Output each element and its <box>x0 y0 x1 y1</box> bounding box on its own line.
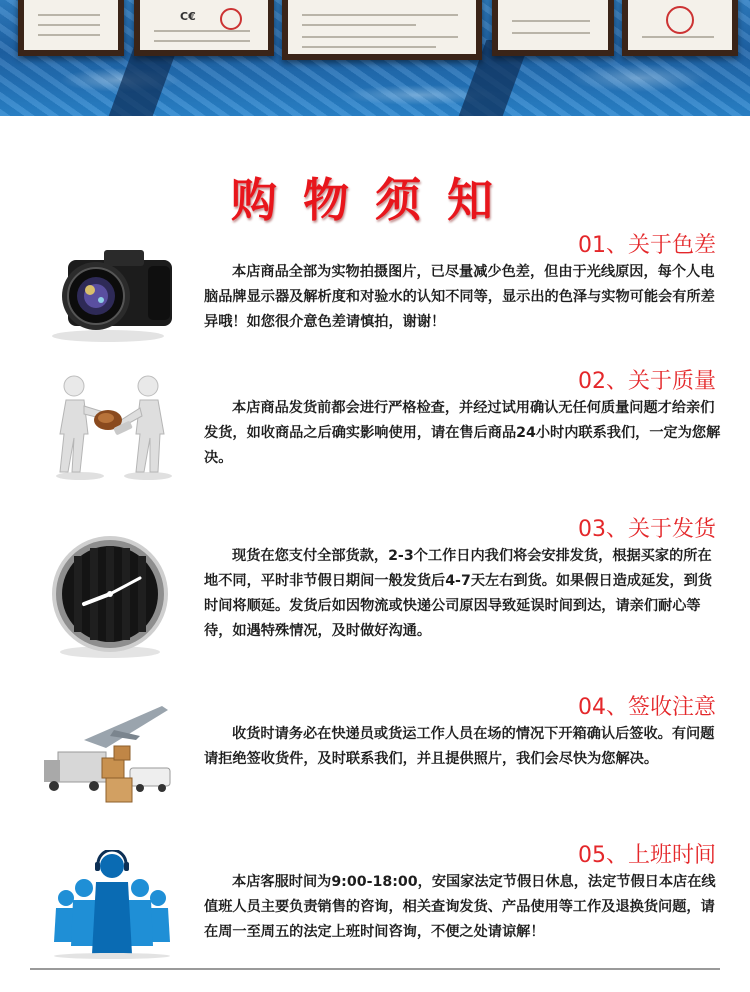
section-heading: 03、关于发货 <box>578 517 716 542</box>
section-quality <box>0 364 750 494</box>
certificate-frame <box>282 0 482 60</box>
section-text: 本店客服时间为9:00-18:00，安国家法定节假日休息，法定节假日本店在线值班人员主要负责销售的咨询，相关查询发货、产品使用等工作及退换货问题，请在周一至周五的法定上班时间咨询，不便之处请谅解！ <box>204 874 716 940</box>
section-text: 现货在您支付全部货款，2-3个工作日内我们将会安排发货，根据买家的所在地不同，平时非节假日期间一般发货后4-7天左右到货。如果假日造成延发，到货时间将顺延。发货后如因物流或快递公司原因导致延误时间到达，请亲们耐心等待，如遇特殊情况，及时做好沟通。 <box>204 548 713 639</box>
page-title: 购物须知 <box>231 173 519 227</box>
section-color-difference <box>0 228 750 348</box>
section-shipping <box>0 512 750 672</box>
certificate-frame <box>134 0 274 56</box>
section-heading: 04、签收注意 <box>578 695 716 720</box>
section-text: 本店商品全部为实物拍摄图片，已尽量减少色差，但由于光线原因，每个人电脑品牌显示器及解析度和对验水的认知不同等，显示出的色泽与实物可能会有所差异哦！如您很介意色差请慎拍，谢谢！ <box>204 264 715 330</box>
section-heading: 01、关于色差 <box>578 233 716 258</box>
ce-mark-icon: C€ <box>180 10 196 23</box>
bottom-divider <box>30 968 720 970</box>
camera-icon <box>44 236 180 346</box>
section-text: 收货时请务必在快递员或货运工作人员在场的情况下开箱确认后签收。有问题请拒绝签收货件，及时联系我们，并且提供照片，我们会尽快为您解决。 <box>204 726 715 767</box>
clock-icon <box>44 530 180 660</box>
seal-icon <box>666 6 694 34</box>
section-receiving <box>0 690 750 820</box>
section-text: 本店商品发货前都会进行严格检查，并经过试用确认无任何质量问题才给亲们发货，如收商品之后确实影响使用，请在售后商品24小时内联系我们，一定为您解决。 <box>204 400 721 466</box>
certificate-frame <box>492 0 614 56</box>
customer-service-team-icon <box>44 850 180 960</box>
certificate-frame <box>18 0 124 56</box>
section-heading: 05、上班时间 <box>578 843 716 868</box>
section-working-hours <box>0 838 750 966</box>
handover-figures-icon <box>44 372 180 482</box>
certificate-frame <box>622 0 738 56</box>
seal-icon <box>220 8 242 30</box>
section-heading: 02、关于质量 <box>578 369 716 394</box>
certificates-banner <box>0 0 750 116</box>
delivery-logistics-icon <box>44 700 180 810</box>
